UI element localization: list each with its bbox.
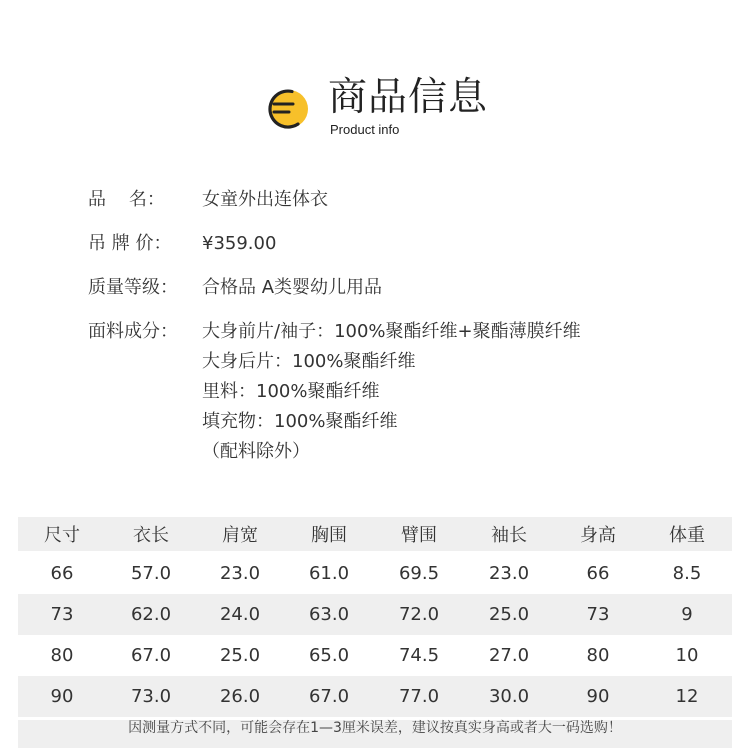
table-cell: 30.0 bbox=[488, 686, 530, 707]
table-cell: 73 bbox=[50, 604, 74, 625]
table-cell: 10 bbox=[675, 645, 699, 666]
table-cell: 72.0 bbox=[398, 604, 440, 625]
table-cell: 62.0 bbox=[130, 604, 172, 625]
table-cell: 63.0 bbox=[308, 604, 350, 625]
table-cell: 73.0 bbox=[130, 686, 172, 707]
table-cell: 67.0 bbox=[308, 686, 350, 707]
table-header-cell: 肩宽 bbox=[222, 525, 258, 546]
table-cell: 8.5 bbox=[672, 563, 702, 584]
price-value: ¥359.00 bbox=[202, 233, 277, 254]
table-cell: 80 bbox=[50, 645, 74, 666]
fabric-line: 填充物：100%聚酯纤维 bbox=[202, 411, 398, 432]
name-value: 女童外出连体衣 bbox=[202, 189, 328, 210]
table-cell: 23.0 bbox=[219, 563, 261, 584]
grade-label: 质量等级： bbox=[88, 277, 178, 298]
table-cell: 27.0 bbox=[488, 645, 530, 666]
name-label: 品 名： bbox=[88, 189, 165, 210]
table-cell: 9 bbox=[681, 604, 693, 625]
table-header-cell: 袖长 bbox=[491, 525, 527, 546]
table-row bbox=[18, 676, 732, 717]
table-row bbox=[18, 553, 732, 594]
table-header-cell: 衣长 bbox=[133, 525, 169, 546]
table-header-cell: 胸围 bbox=[311, 525, 347, 546]
table-cell: 61.0 bbox=[308, 563, 350, 584]
product-info-header bbox=[262, 74, 522, 144]
fabric-label: 面料成分： bbox=[88, 321, 178, 342]
table-cell: 66 bbox=[586, 563, 610, 584]
price-label: 吊 牌 价： bbox=[88, 233, 172, 254]
list-document-icon bbox=[262, 84, 312, 134]
fabric-value bbox=[202, 317, 581, 467]
size-note bbox=[18, 720, 732, 748]
grade-value: 合格品 A类婴幼儿用品 bbox=[202, 277, 383, 298]
table-cell: 23.0 bbox=[488, 563, 530, 584]
table-cell: 77.0 bbox=[398, 686, 440, 707]
table-cell: 67.0 bbox=[130, 645, 172, 666]
table-header-cell: 体重 bbox=[669, 525, 705, 546]
table-cell: 69.5 bbox=[398, 563, 440, 584]
fabric-line: 大身前片/袖子：100%聚酯纤维+聚酯薄膜纤维 bbox=[202, 321, 581, 342]
table-cell: 26.0 bbox=[219, 686, 261, 707]
table-cell: 74.5 bbox=[398, 645, 440, 666]
size-note-text: 因测量方式不同，可能会存在1—3厘米误差，建议按真实身高或者大一码选购！ bbox=[128, 720, 622, 736]
table-cell: 80 bbox=[586, 645, 610, 666]
table-cell: 73 bbox=[586, 604, 610, 625]
table-cell: 24.0 bbox=[219, 604, 261, 625]
fabric-line: （配料除外） bbox=[202, 441, 310, 462]
page-title: 商品信息 bbox=[328, 75, 489, 120]
table-cell: 25.0 bbox=[219, 645, 261, 666]
table-cell: 25.0 bbox=[488, 604, 530, 625]
table-cell: 12 bbox=[675, 686, 699, 707]
table-cell: 65.0 bbox=[308, 645, 350, 666]
table-cell: 90 bbox=[586, 686, 610, 707]
fabric-line: 大身后片：100%聚酯纤维 bbox=[202, 351, 416, 372]
table-row bbox=[18, 594, 732, 635]
table-header-cell: 身高 bbox=[580, 525, 616, 546]
page-subtitle: Product info bbox=[330, 122, 400, 137]
table-header-row bbox=[18, 517, 732, 551]
fabric-line: 里料：100%聚酯纤维 bbox=[202, 381, 380, 402]
table-cell: 66 bbox=[50, 563, 74, 584]
table-cell: 57.0 bbox=[130, 563, 172, 584]
table-row bbox=[18, 635, 732, 676]
table-header-cell: 臂围 bbox=[401, 525, 437, 546]
table-cell: 90 bbox=[50, 686, 74, 707]
table-header-cell: 尺寸 bbox=[44, 525, 80, 546]
size-table bbox=[18, 517, 732, 717]
